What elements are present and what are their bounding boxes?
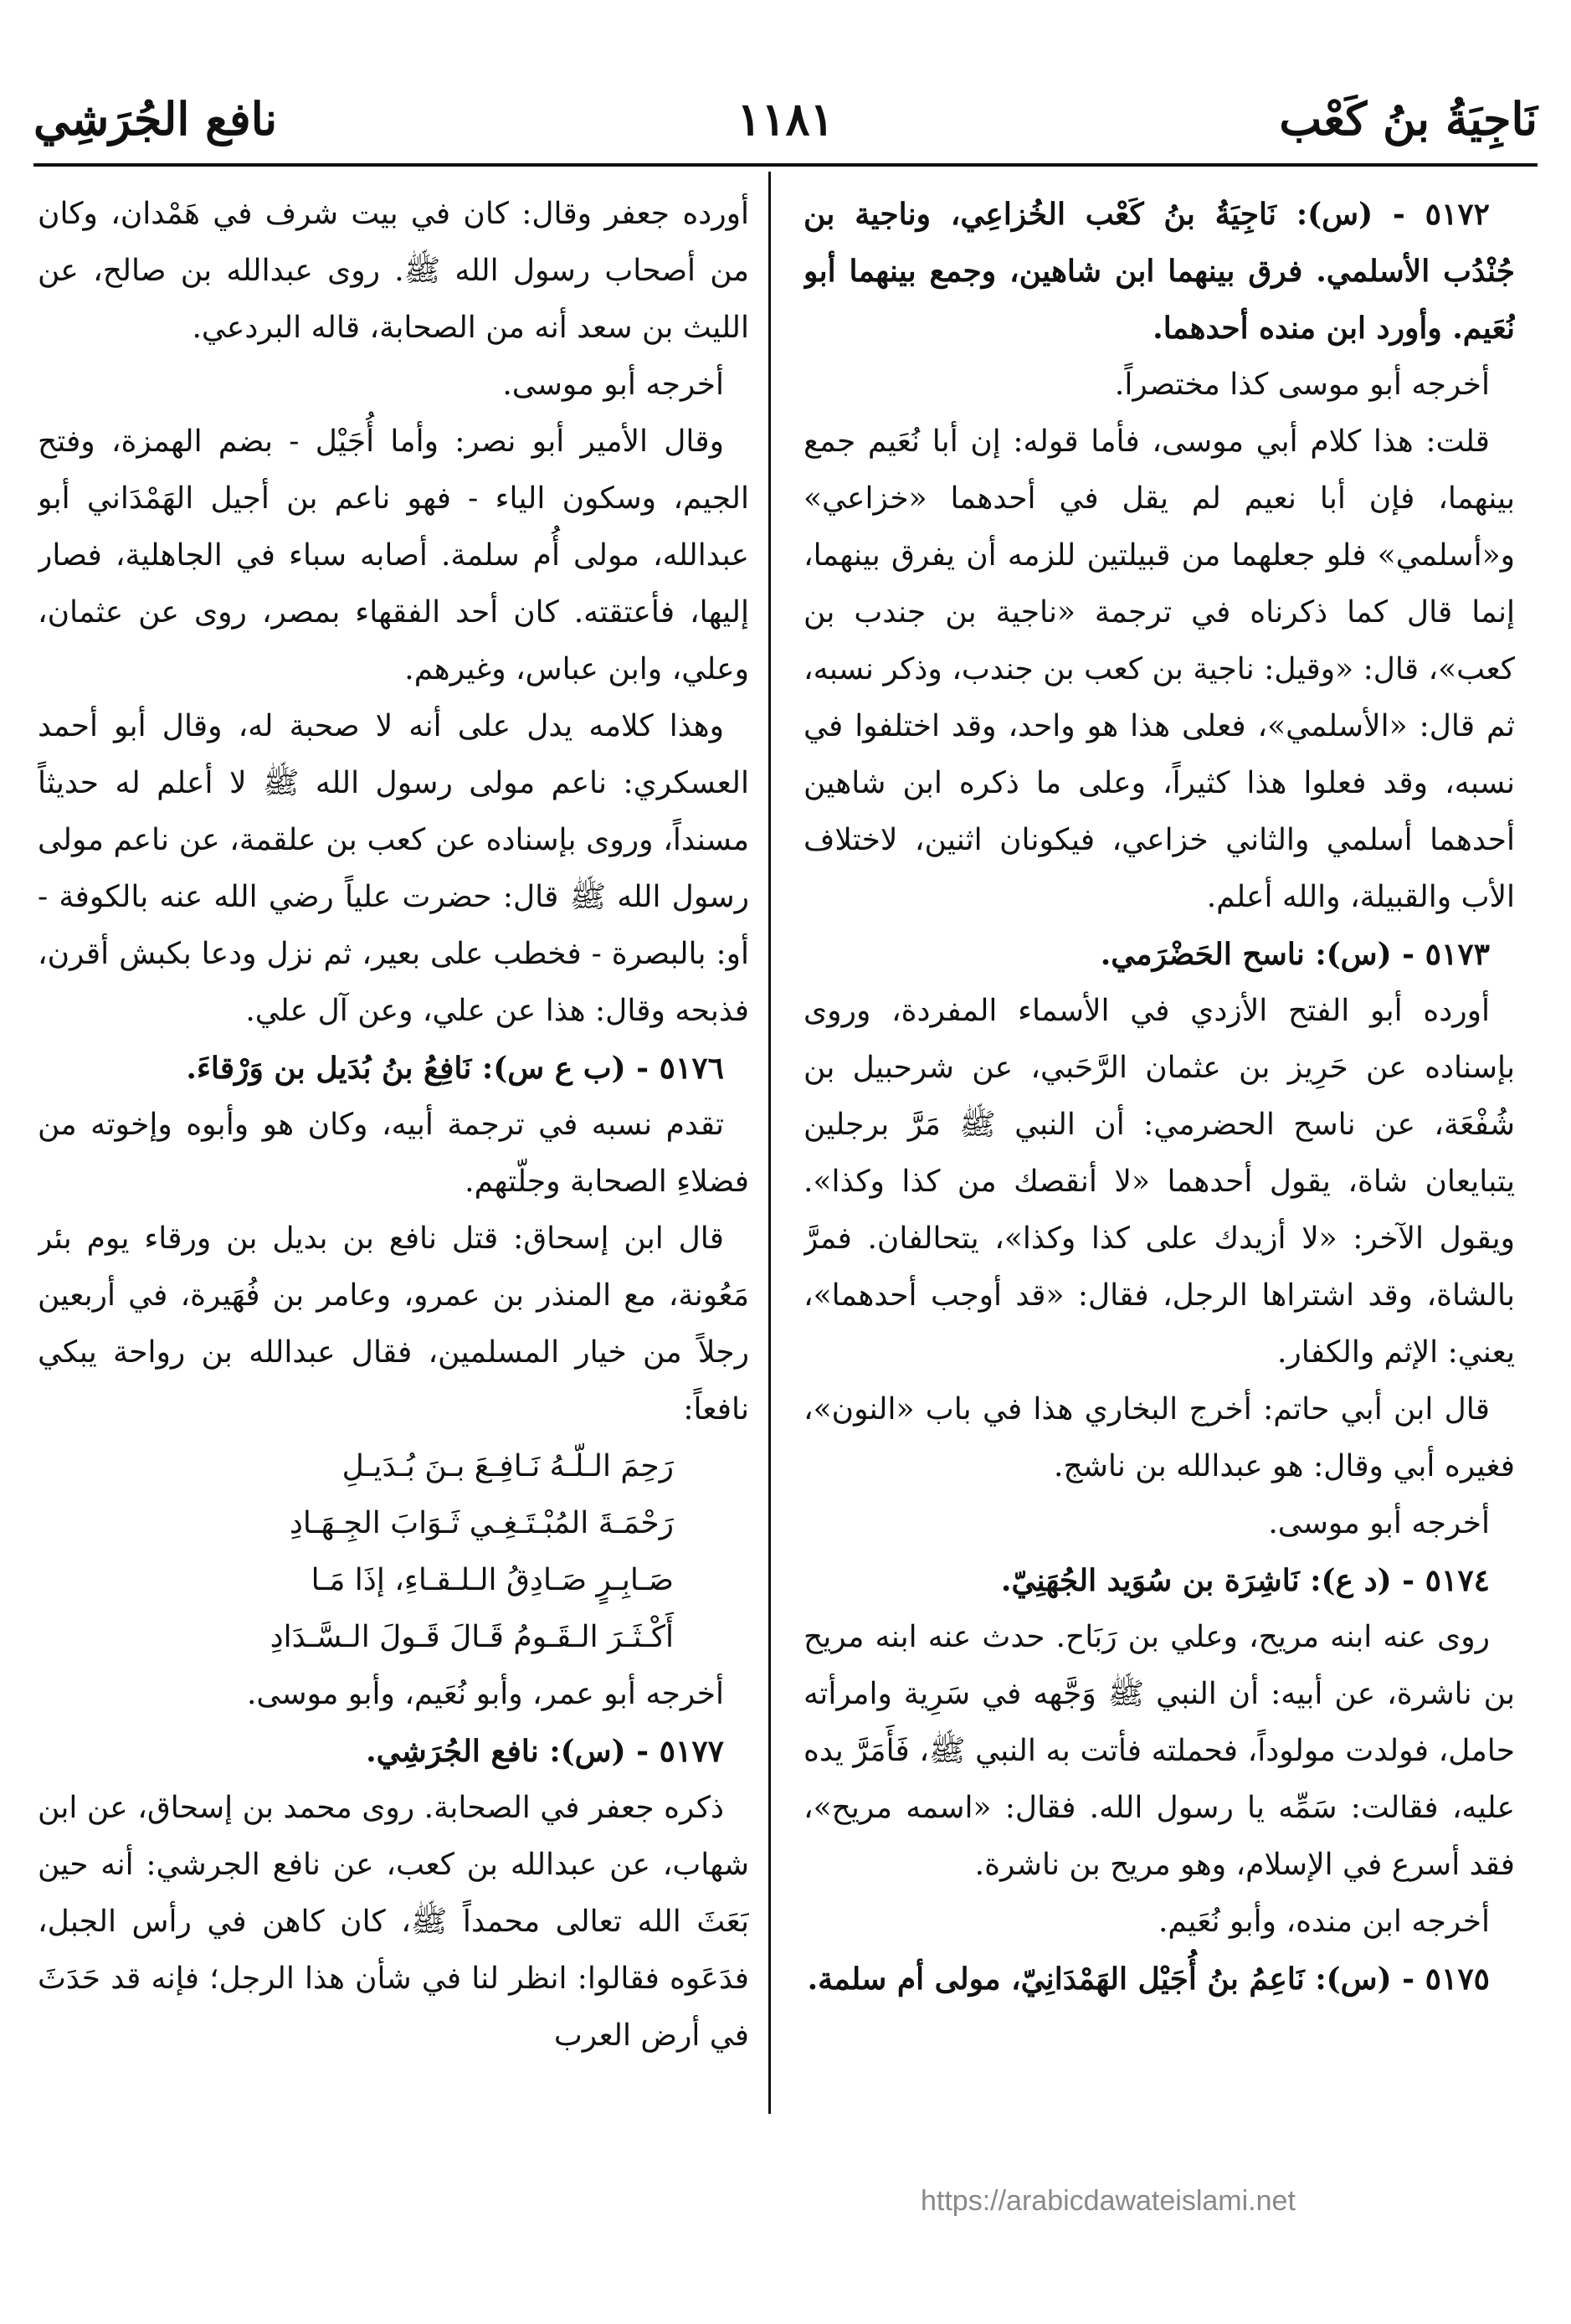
paragraph: تقدم نسبه في ترجمة أبيه، وكان هو وأبوه وإخوته من فضلاءِ الصحابة وجلّتهم.	[38, 1108, 749, 1199]
paragraph: أخرجه أبو موسى.	[502, 368, 724, 402]
poem-verse: رَحْمَـةَ المُبْـتَـغِـي ثَـوَابَ الجِـهَـادِ	[289, 1506, 674, 1540]
paragraph: أورده أبو الفتح الأزدي في الأسماء المفردة، وروى بإسناده عن حَرِيز بن عثمان الرَّحَبي، عن شرحبيل بن شُفْعَة، عن ناسح الحضرمي: أن النبي ﷺ مَرَّ برجلين يتبايعان شاة، يقول أحدهما «لا أنقصك من كذا وكذا». ويقول الآخر: «لا أزيدك على كذا وكذا»، يتحالفان. فمرَّ بالشاة، وقد اشتراها الرجل، فقال: «قد أوجب أحدهما»، يعني: الإثم والكفار.	[803, 994, 1515, 1370]
poem-verse: رَحِمَ الـلّـهُ نَـافِـعَ بـنَ بُـدَيـلِ	[341, 1449, 674, 1483]
page-number: ١١٨١	[737, 92, 834, 146]
poem-verse: أَكْـثَـرَ الـقَـومُ قَـالَ قَـولَ الـسَّـدَادِ	[270, 1620, 674, 1654]
running-head-right: نَاجِيَةُ بنُ كَعْب	[1279, 92, 1538, 146]
left-column	[38, 186, 749, 2111]
page-header	[33, 92, 1538, 151]
paragraph: أخرجه أبو موسى كذا مختصراً.	[1114, 368, 1490, 402]
entry-5177: ٥١٧٧ - (س): نافع الجُرَشِي.	[366, 1734, 724, 1769]
paragraph: قال ابن أبي حاتم: أخرج البخاري هذا في باب «النون»، فغيره أبي وقال: هو عبدالله بن ناشج.	[803, 1392, 1515, 1483]
running-head-left: نافع الجُرَشِي	[33, 92, 278, 146]
paragraph: قلت: هذا كلام أبي موسى، فأما قوله: إن أبا نُعَيم جمع بينهما، فإن أبا نعيم لم يقل في أحدهما «خزاعي» و«أسلمي» فلو جعلهما من قبيلتين للزمه أن يفرق بينهما، إنما قال كما ذكرناه في ترجمة «ناجية بن جندب بن كعب»، قال: «وقيل: ناجية بن كعب بن جندب، وذكر نسبه، ثم قال: «الأسلمي»، فعلى هذا هو واحد، وقد اختلفوا في نسبه، وقد فعلوا هذا كثيراً، وعلى ما ذكره ابن شاهين أحدهما أسلمي والثاني خزاعي، فيكونان اثنين، لاختلاف الأب والقبيلة، والله أعلم.	[803, 424, 1515, 914]
paragraph: روى عنه ابنه مريح، وعلي بن رَبَاح. حدث عنه ابنه مريح بن ناشرة، عن أبيه: أن النبي ﷺ وَجَّهه في سَرِية وامرأته حامل، فولدت مولوداً، فحملته فأتت به النبي ﷺ، فَأَمَرَّ يده عليه، فقالت: سَمِّه يا رسول الله. فقال: «اسمه مريح»، فقد أسرع في الإسلام، وهو مريح بن ناشرة.	[803, 1620, 1515, 1882]
paragraph: وهذا كلامه يدل على أنه لا صحبة له، وقال أبو أحمد العسكري: ناعم مولى رسول الله ﷺ لا أعلم له حديثاً مسنداً، وروى بإسناده عن كعب بن علقمة، عن ناعم مولى رسول الله ﷺ قال: حضرت علياً رضي الله عنه بالكوفة - أو: بالبصرة - فخطب على بعير، ثم نزل ودعا بكبش أقرن، فذبحه وقال: هذا عن علي، وعن آل علي.	[38, 709, 749, 1028]
entry-5172: ٥١٧٢ - (س): نَاجِيَةُ بنُ كَعْب الخُزاعِي، وناجية بن جُنْدُب الأسلمي. فرق بينهما ابن شاهين، وجمع بينهما أبو نُعَيم. وأورد ابن منده أحدهما.	[803, 197, 1515, 346]
header-rule	[33, 163, 1538, 167]
entry-5176: ٥١٧٦ - (ب ع س): نَافِعُ بنُ بُدَيل بن وَرْقاءَ.	[186, 1051, 724, 1086]
paragraph: قال ابن إسحاق: قتل نافع بن بديل بن ورقاء يوم بئر مَعُونة، مع المنذر بن عمرو، وعامر بن فُهَيرة، في أربعين رجلاً من خيار المسلمين، فقال عبدالله بن رواحة يبكي نافعاً:	[38, 1221, 749, 1427]
entry-5173: ٥١٧٣ - (س): ناسح الحَضْرَمي.	[1100, 937, 1490, 972]
entry-5175: ٥١٧٥ - (س): نَاعِمُ بنُ أُجَيْل الهَمْدَانِيّ، مولى أم سلمة.	[807, 1962, 1490, 1997]
column-divider	[768, 172, 771, 2114]
poem-verse: صَـابِـرٍ صَـادِقُ الـلـقـاءِ، إذَا مَـا	[311, 1563, 674, 1597]
paragraph: ذكره جعفر في الصحابة. روى محمد بن إسحاق، عن ابن شهاب، عن عبدالله بن كعب، عن نافع الجرشي: أنه حين بَعَثَ الله تعالى محمداً ﷺ، كان كاهن في رأس الجبل، فدَعَوه فقالوا: انظر لنا في شأن هذا الرجل؛ فإنه قد حَدَثَ في أرض العرب	[38, 1791, 749, 2053]
paragraph: وقال الأمير أبو نصر: وأما أُجَيْل - بضم الهمزة، وفتح الجيم، وسكون الياء - فهو ناعم بن أجيل الهَمْدَاني أبو عبدالله، مولى أُم سلمة. أصابه سباء في الجاهلية، فصار إليها، فأعتقته. كان أحد الفقهاء بمصر، روى عن عثمان، وعلي، وابن عباس، وغيرهم.	[38, 424, 749, 686]
right-column	[803, 186, 1515, 2111]
paragraph: أورده جعفر وقال: كان في بيت شرف في هَمْدان، وكان من أصحاب رسول الله ﷺ. روى عبدالله بن صالح، عن الليث بن سعد أنه من الصحابة، قاله البردعي.	[38, 197, 749, 345]
paragraph: أخرجه ابن منده، وأبو نُعَيم.	[1158, 1905, 1490, 1939]
paragraph: أخرجه أبو موسى.	[1268, 1506, 1490, 1540]
entry-5174: ٥١٧٤ - (د ع): نَاشِرَة بن سُوَيد الجُهَنِيّ.	[1000, 1563, 1490, 1598]
watermark-url: https://arabicdawateislami.net	[921, 2185, 1296, 2217]
paragraph: أخرجه أبو عمر، وأبو نُعَيم، وأبو موسى.	[246, 1677, 724, 1711]
